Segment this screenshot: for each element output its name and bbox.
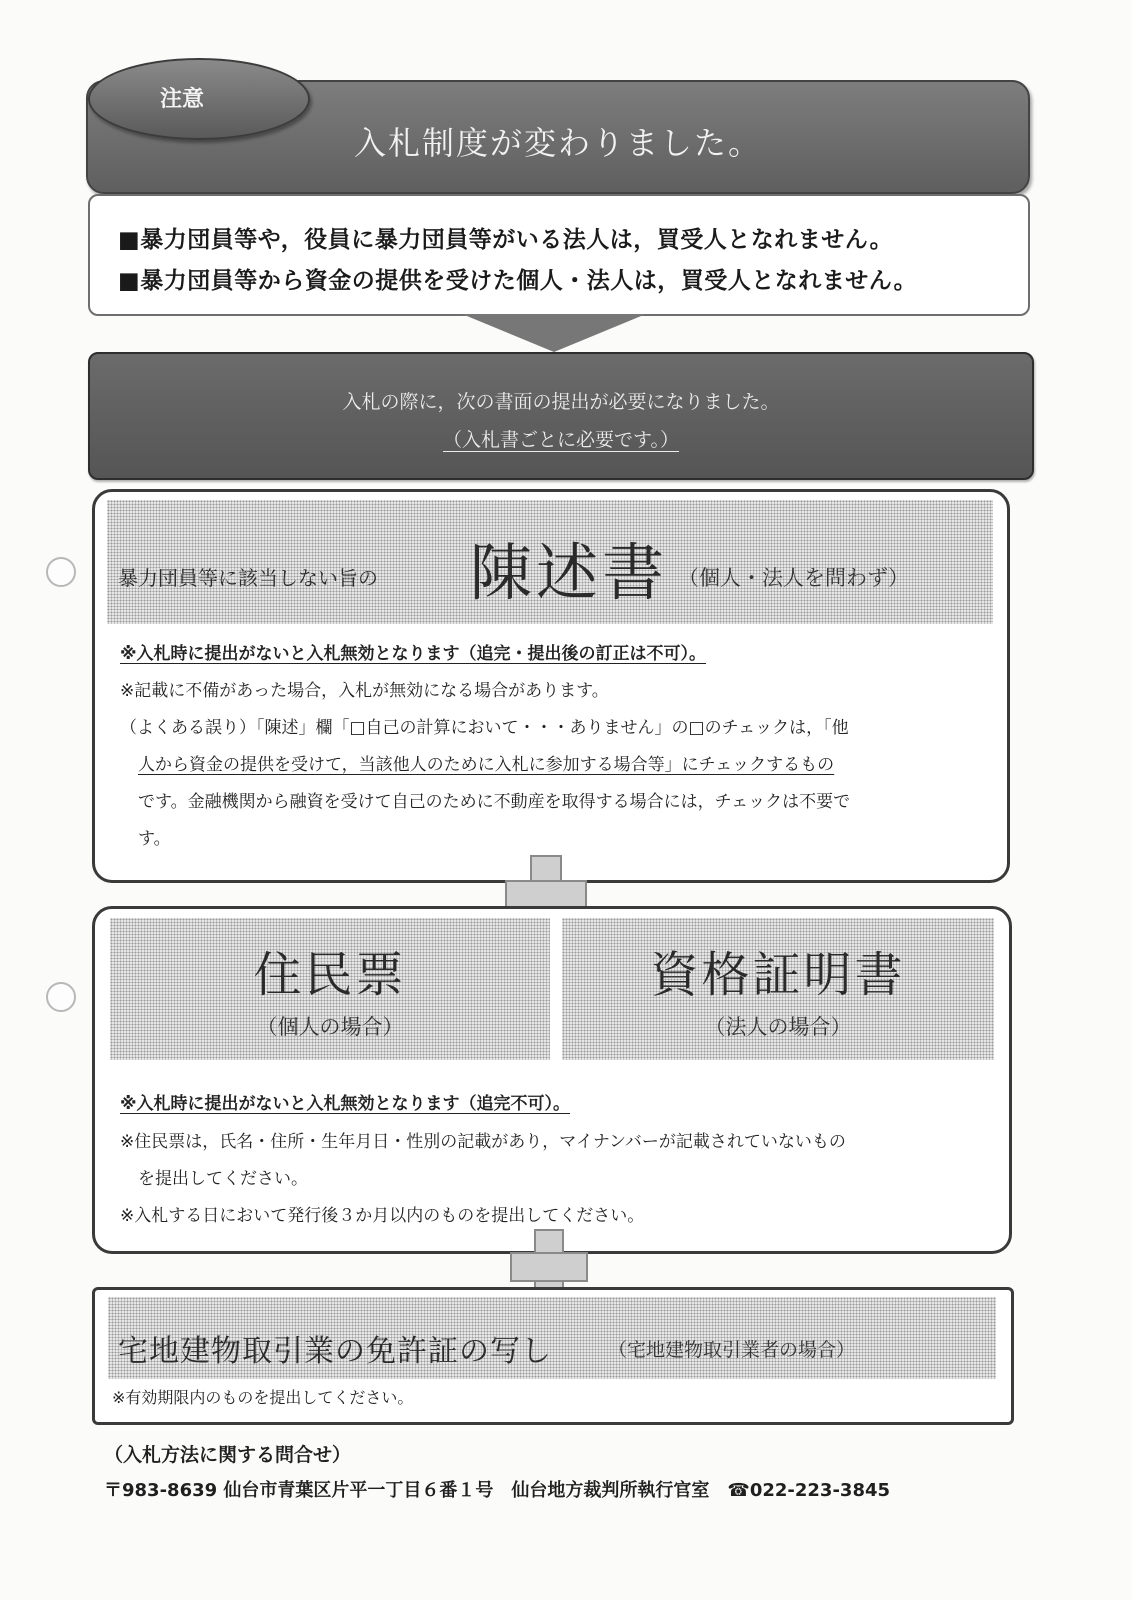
statement-note: ※入札時に提出がないと入札無効となります（追完・提出後の訂正は不可）。 — [120, 644, 707, 664]
punch-hole-bottom — [46, 982, 76, 1012]
rule-item: ■暴力団員等や，役員に暴力団員等がいる法人は，買受人となれません。 — [118, 227, 894, 253]
statement-note: ※記載に不備があった場合，入札が無効になる場合があります。 — [120, 681, 609, 701]
residence-subtitle: （個人の場合） — [256, 1015, 404, 1039]
residence-note: ※入札する日において発行後３か月以内のものを提出してください。 — [120, 1206, 645, 1226]
statement-note: 人から資金の提供を受けて，当該他人のために入札に参加する場合等」にチェックするもの — [138, 755, 835, 775]
certificate-title: 資格証明書 — [650, 947, 906, 1003]
certificate-subtitle: （法人の場合） — [704, 1015, 852, 1039]
statement-note: （よくある誤り）「陳述」欄「□自己の計算において・・・ありません」の□のチェックは，「他 — [120, 718, 849, 738]
residence-title: 住民票 — [253, 947, 407, 1003]
statement-note: です。金融機関から融資を受けて自己のために不動産を取得する場合には，チェックは不要で — [138, 792, 851, 812]
requirement-band — [88, 352, 1034, 480]
down-arrow-icon — [462, 314, 646, 352]
statement-suffix: （個人・法人を問わず） — [678, 566, 909, 590]
contact-label: （入札方法に関する問合せ） — [104, 1444, 352, 1466]
license-note: ※有効期限内のものを提出してください。 — [112, 1388, 414, 1407]
rule-item: ■暴力団員等から資金の提供を受けた個人・法人は，買受人となれません。 — [118, 268, 918, 294]
punch-hole-top — [46, 557, 76, 587]
requirement-note-text: （入札書ごとに必要です。） — [443, 429, 679, 451]
plus-icon-core — [536, 1254, 562, 1280]
page-title: 入札制度が変わりました。 — [353, 124, 762, 162]
license-title: 宅地建物取引業の免許証の写し — [118, 1334, 552, 1369]
statement-prefix: 暴力団員等に該当しない旨の — [118, 566, 378, 590]
statement-title: 陳述書 — [470, 536, 669, 609]
notice-badge-label: 注意 — [160, 87, 205, 112]
statement-note: す。 — [138, 829, 171, 849]
rules-box — [88, 194, 1030, 316]
requirement-line: 入札の際に，次の書面の提出が必要になりました。 — [342, 391, 780, 413]
contact-address: 〒983-8639 仙台市青葉区片平一丁目６番１号 仙台地方裁判所執行官室 ☎022-223-3845 — [104, 1480, 891, 1501]
requirement-note — [88, 425, 1034, 452]
license-suffix: （宅地建物取引業者の場合） — [608, 1339, 856, 1361]
residence-note: を提出してください。 — [138, 1169, 308, 1189]
residence-note: ※入札時に提出がないと入札無効となります（追完不可）。 — [120, 1094, 571, 1114]
residence-note: ※住民票は，氏名・住所・生年月日・性別の記載があり，マイナンバーが記載されていないもの — [120, 1132, 846, 1152]
